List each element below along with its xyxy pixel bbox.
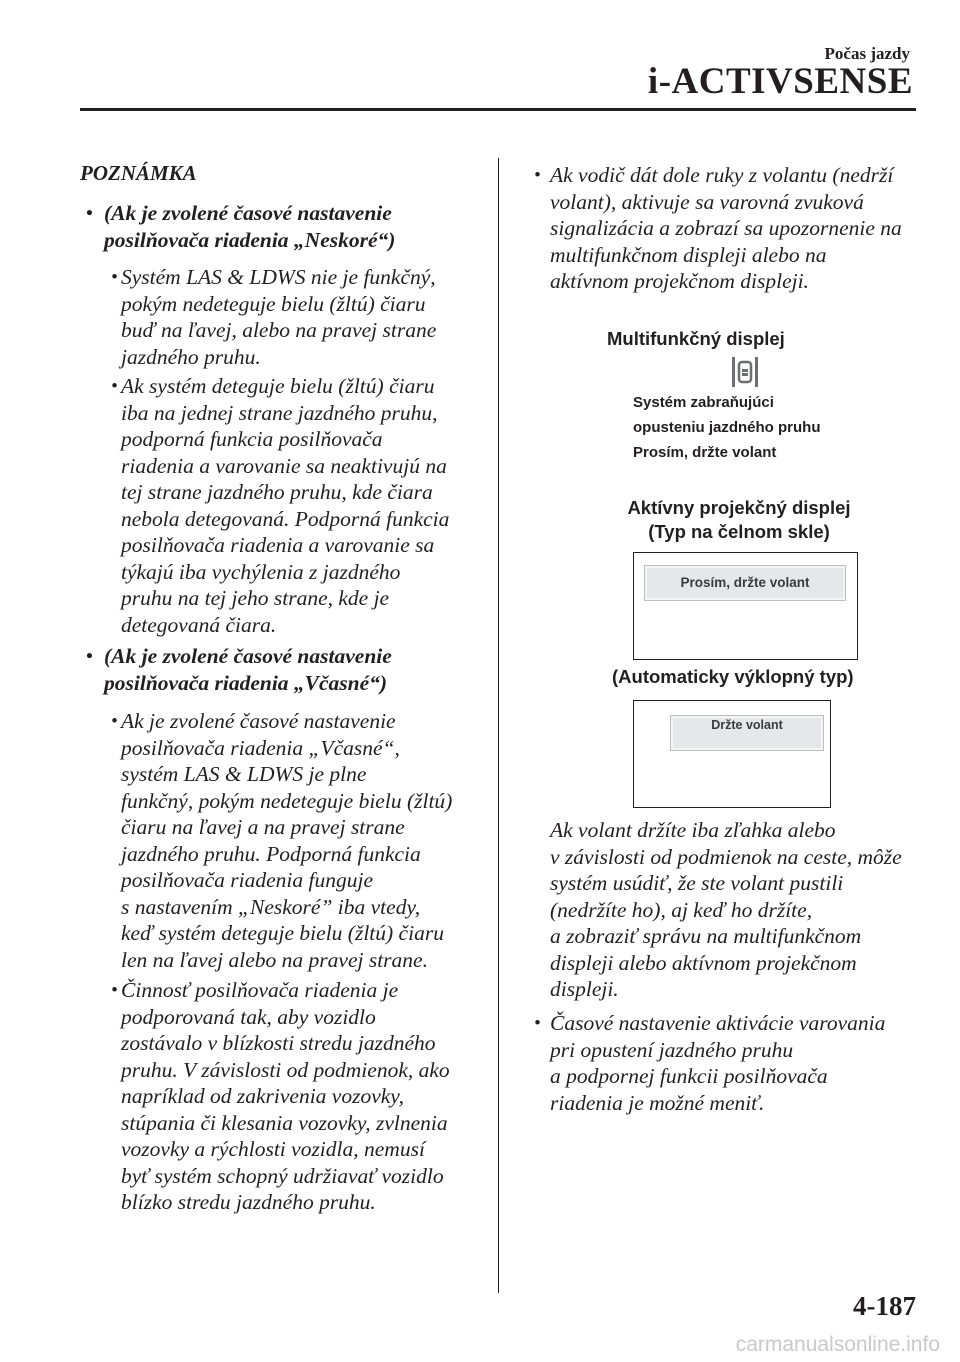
text-line: jazdného pruhu. Podporná funkcia — [121, 841, 421, 866]
bullet-icon: • — [111, 267, 118, 288]
text-line: Ak je zvolené časové nastavenie — [121, 709, 396, 733]
text-line: Systém LAS & LDWS nie je funkčný, — [121, 265, 436, 289]
ahud-caption — [608, 496, 870, 544]
text-line: posilňovača riadenia „Včasné“, — [121, 735, 400, 760]
header-divider — [80, 108, 916, 111]
text-line: buď na ľavej, alebo na pravej strane — [121, 318, 437, 342]
text-line: podporná funkcia posilňovača — [121, 427, 383, 451]
text-line: riadenia je možné meniť. — [550, 1090, 765, 1115]
text-line: systém usúdiť, že ste volant pustili — [550, 871, 844, 895]
windshield-display-frame — [633, 552, 858, 660]
hands-off-warning-text — [550, 162, 930, 295]
text-line: Ak systém deteguje bielu (žltú) čiaru — [121, 374, 435, 398]
text-line: (Ak je zvolené časové nastavenie — [104, 201, 392, 225]
text-line: Prosím, držte volant — [633, 444, 777, 461]
text-line: byť systém schopný udržiavať vozidlo — [121, 1163, 444, 1188]
page-number: 4-187 — [853, 1291, 916, 1321]
text-line: pokým nedeteguje bielu (žltú) čiaru — [121, 291, 426, 316]
text-line: funkčný, pokým nedeteguje bielu (žltú) — [121, 788, 453, 813]
popup-message: Držte volant — [670, 715, 824, 751]
text-line: pruhu na tej jeho strane, kde je — [121, 586, 390, 610]
text-line: signalizácia a zobrazí sa upozornenie na — [550, 216, 902, 240]
bullet-icon: • — [534, 1013, 541, 1034]
text-line: pri opustení jazdného pruhu — [550, 1037, 794, 1062]
mfd-message — [633, 390, 821, 465]
text-line: Ak vodič dát dole ruky z volantu (nedrží — [550, 163, 894, 187]
text-line: posilňovača riadenia a varovanie sa — [121, 533, 435, 557]
text-line: opusteniu jazdného pruhu — [633, 419, 821, 436]
text-line: blízko stredu jazdného pruhu. — [121, 1190, 376, 1214]
text-line: Aktívny projekčný displej — [627, 497, 851, 518]
bullet-icon: • — [86, 646, 93, 667]
bullet-icon: • — [111, 711, 118, 732]
condition-late-heading — [104, 200, 464, 253]
bullet-icon: • — [534, 165, 541, 186]
note-heading: POZNÁMKA — [80, 161, 197, 185]
text-line: multifunkčnom displeji alebo na — [550, 242, 827, 267]
text-line: iba na jednej strane jazdného pruhu, — [121, 400, 438, 425]
text-line: nebola detegovaná. Podporná funkcia — [121, 506, 450, 531]
section-title: Počas jazdy — [824, 44, 910, 63]
text-line: napríklad od zakrivenia vozovky, — [121, 1084, 405, 1108]
text-line: posilňovača riadenia funguje — [121, 868, 373, 892]
column-divider — [498, 158, 499, 1293]
text-line: displeji alebo aktívnom projekčnom — [550, 950, 857, 975]
text-line: jazdného pruhu. — [121, 344, 261, 369]
text-line: pruhu. V závislosti od podmienok, ako — [121, 1057, 450, 1082]
text-line: (Ak je zvolené časové nastavenie — [104, 644, 392, 668]
text-line: vozovky a rýchlosti vozidla, nemusí — [121, 1137, 425, 1161]
text-line: volant), aktivuje sa varovná zvuková — [550, 189, 864, 214]
text-line: s nastavením „Neskoré” iba vtedy, — [121, 894, 421, 919]
text-line: v závislosti od podmienok na ceste, môže — [550, 844, 902, 869]
condition-early-item-2 — [121, 977, 481, 1216]
condition-early-heading — [104, 643, 464, 696]
lane-departure-icon — [730, 356, 760, 388]
text-line: čiaru na ľavej a na pravej strane — [121, 815, 405, 839]
text-line: Časové nastavenie aktivácie varovania — [550, 1011, 886, 1035]
text-line: (nedržíte ho), aj keď ho držíte, — [550, 897, 813, 922]
condition-early-item-1 — [121, 708, 481, 973]
windshield-message: Prosím, držte volant — [644, 565, 846, 601]
bullet-icon: • — [86, 203, 93, 224]
text-line: tej strane jazdného pruhu, kde čiara — [121, 480, 433, 504]
text-line: Činnosť posilňovača riadenia je — [121, 978, 399, 1002]
timing-setting-text — [550, 1010, 930, 1116]
text-line: detegovaná čiara. — [121, 612, 277, 637]
text-line: posilňovača riadenia „Neskoré“) — [104, 227, 396, 252]
text-line: Systém zabraňujúci — [633, 394, 774, 411]
watermark: carmanualsonline.info — [735, 1333, 940, 1356]
text-line: podporovaná tak, aby vozidlo — [121, 1004, 376, 1029]
text-line: (Typ na čelnom skle) — [648, 521, 830, 542]
popup-display-frame — [633, 700, 831, 808]
text-line: displeji. — [550, 977, 619, 1001]
text-line: Ak volant držíte iba zľahka alebo — [550, 818, 836, 842]
bullet-icon: • — [111, 980, 118, 1001]
text-line: zostávalo v blízkosti stredu jazdného — [121, 1031, 436, 1055]
chapter-title: i-ACTIVSENSE — [647, 61, 913, 102]
text-line: a podpornej funkcii posilňovača — [550, 1064, 828, 1088]
popup-caption: (Automaticky výklopný typ) — [612, 666, 854, 687]
condition-late-item-2 — [121, 373, 481, 638]
text-line: systém LAS & LDWS je plne — [121, 762, 367, 786]
bullet-icon: • — [111, 376, 118, 397]
text-line: týkajú iba vychýlenia z jazdného — [121, 559, 401, 584]
text-line: len na ľavej alebo na pravej strane. — [121, 947, 428, 972]
text-line: riadenia a varovanie sa neaktivujú na — [121, 453, 447, 478]
text-line: keď systém deteguje bielu (žltú) čiaru — [121, 921, 444, 945]
mfd-caption: Multifunkčný displej — [607, 328, 785, 349]
text-line: stúpania či klesania vozovky, zvlnenia — [121, 1110, 448, 1135]
condition-late-item-1 — [121, 264, 481, 370]
text-line: a zobraziť správu na multifunkčnom — [550, 924, 862, 948]
hands-off-note-text — [550, 817, 930, 1003]
text-line: posilňovača riadenia „Včasné“) — [104, 670, 388, 695]
text-line: aktívnom projekčnom displeji. — [550, 269, 809, 293]
